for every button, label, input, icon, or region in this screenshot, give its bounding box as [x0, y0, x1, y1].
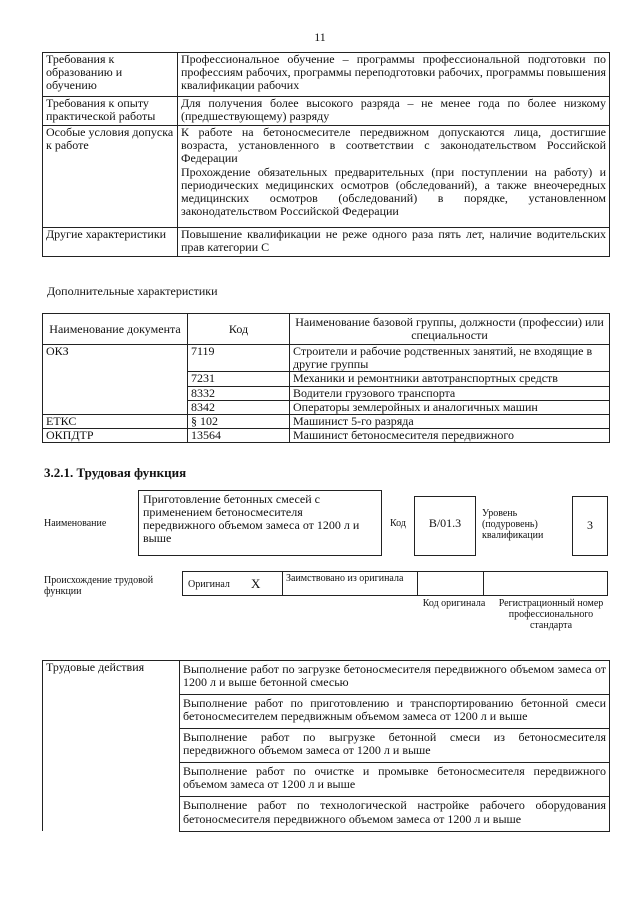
requirement-value: Повышение квалификации не реже одного раза пять лет, наличие водительских прав категории С — [178, 228, 610, 257]
action-item: Выполнение работ по выгрузке бетонной смеси из бетоносмесителя передвижного объемом замеса от 1200 л и выше — [180, 729, 610, 763]
name-cell: Машинист 5-го разряда — [290, 415, 610, 429]
doc-cell: ОКПДТР — [43, 429, 188, 443]
table-header-row — [43, 314, 610, 345]
actions-table — [42, 660, 610, 832]
additional-table — [42, 313, 610, 443]
divider — [282, 572, 283, 595]
name-cell: Машинист бетоносмесителя передвижного — [290, 429, 610, 443]
function-code-box: В/01.3 — [414, 496, 476, 556]
divider — [483, 572, 484, 595]
name-cell: Операторы землеройных и аналогичных машин — [290, 400, 610, 414]
table-row — [43, 661, 610, 695]
requirement-key: Требования к опыту практической работы — [43, 97, 178, 126]
origin-label: Происхождение трудовой функции — [44, 575, 154, 597]
function-name-box: Приготовление бетонных смесей с применением бетоносмесителя передвижного объемом замеса от 1200 л и выше — [138, 490, 382, 556]
requirement-paragraph: К работе на бетоносмесителе передвижном допускаются лица, достигшие возраста, установленного в соответствии с законодательством Российской Федерации — [181, 125, 606, 166]
requirement-value — [178, 126, 610, 228]
name-cell: Водители грузового транспорта — [290, 386, 610, 400]
action-item: Выполнение работ по загрузке бетоносмесителя передвижного объемом замеса от 1200 л и выше бетонной смесью — [180, 661, 610, 695]
code-label: Код — [390, 518, 406, 529]
code-cell: 7231 — [188, 372, 290, 386]
code-cell: 7119 — [188, 345, 290, 372]
additional-label: Дополнительные характеристики — [47, 284, 218, 298]
table-row — [43, 126, 610, 228]
code-cell: § 102 — [188, 415, 290, 429]
name-label: Наименование — [44, 518, 107, 529]
table-row — [43, 97, 610, 126]
requirement-key: Требования к образованию и обучению — [43, 53, 178, 97]
requirement-paragraph: Прохождение обязательных предварительных (при поступлении на работу) и периодических медицинских осмотров (обследований), а также внеочередных медицинских осмотров (обследований) в порядке, установленном законодательством Российской Федерации — [181, 164, 606, 219]
requirement-value: Профессиональное обучение – программы профессиональной подготовки по профессиям рабочих, программы переподготовки рабочих, программы повышения квалификации рабочих — [178, 53, 610, 97]
code-original-label: Код оригинала — [422, 598, 486, 609]
code-cell: 13564 — [188, 429, 290, 443]
function-heading: 3.2.1. Трудовая функция — [44, 465, 187, 480]
name-cell: Механики и ремонтники автотранспортных средств — [290, 372, 610, 386]
action-item: Выполнение работ по очистке и промывке бетоносмесителя передвижного объемом замеса от 1200 л и выше — [180, 763, 610, 797]
code-cell: 8342 — [188, 400, 290, 414]
level-box: 3 — [572, 496, 608, 556]
table-row — [43, 345, 610, 372]
original-mark: X — [251, 576, 261, 591]
table-row — [43, 429, 610, 443]
table-row — [43, 53, 610, 97]
table-row — [43, 228, 610, 257]
doc-cell: ЕТКС — [43, 415, 188, 429]
actions-label: Трудовые действия — [43, 661, 180, 832]
divider — [417, 572, 418, 595]
original-label: Оригинал — [188, 579, 230, 590]
action-item: Выполнение работ по приготовлению и транспортированию бетонной смеси бетоносмесителем передвижным объемом замеса от 1200 л и выше — [180, 695, 610, 729]
doc-cell: ОКЗ — [43, 345, 188, 415]
column-header: Наименование документа — [43, 314, 188, 345]
column-header: Наименование базовой группы, должности (профессии) или специальности — [290, 314, 610, 345]
borrowed-label: Заимствовано из оригинала — [286, 573, 404, 584]
requirement-key: Другие характеристики — [43, 228, 178, 257]
column-header: Код — [188, 314, 290, 345]
code-cell: 8332 — [188, 386, 290, 400]
requirement-key: Особые условия допуска к работе — [43, 126, 178, 228]
reg-number-label: Регистрационный номер профессионального стандарта — [498, 598, 604, 631]
requirement-value: Для получения более высокого разряда – не менее года по более низкому (предшествующему) разряду — [178, 97, 610, 126]
page-number: 11 — [314, 30, 326, 44]
action-item: Выполнение работ по технологической настройке рабочего оборудования бетоносмесителя передвижного объемом замеса от 1200 л и выше — [180, 797, 610, 831]
name-cell: Строители и рабочие родственных занятий, не входящие в другие группы — [290, 345, 610, 372]
table-row — [43, 415, 610, 429]
requirements-table — [42, 52, 610, 257]
level-label: Уровень (подуровень) квалификации — [482, 508, 544, 541]
origin-row — [182, 571, 608, 596]
